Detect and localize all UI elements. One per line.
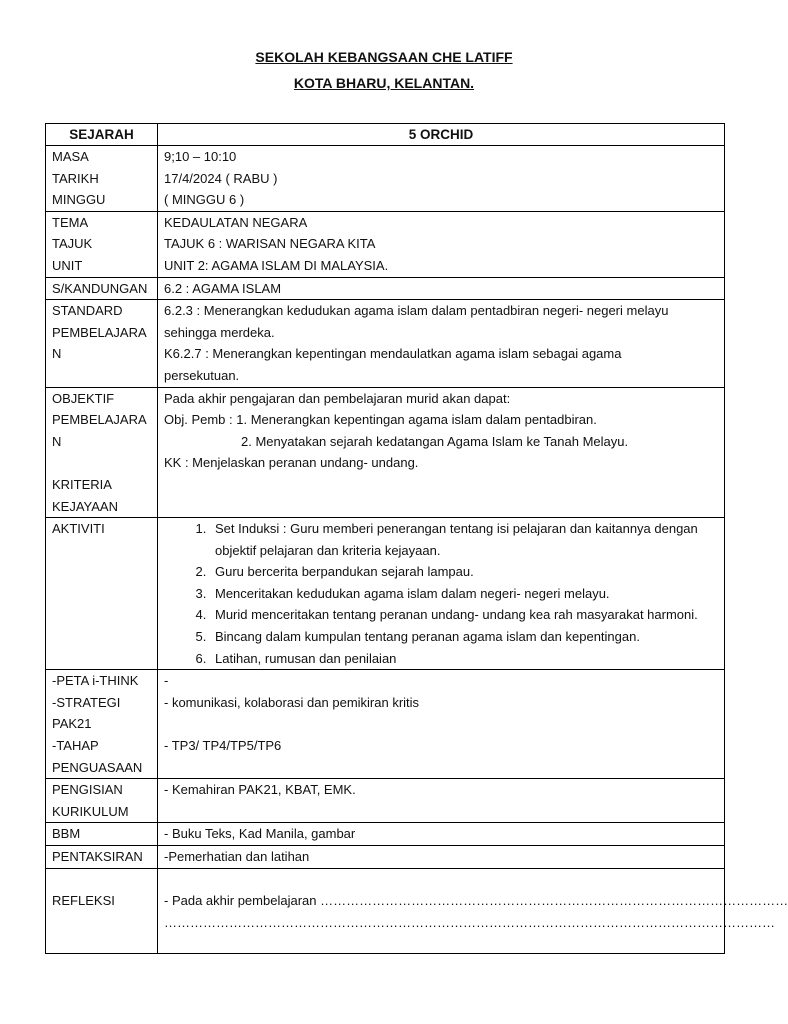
label-spacer [52, 869, 151, 891]
value-tajuk: TAJUK 6 : WARISAN NEGARA KITA [164, 236, 376, 252]
curriculum-labels [46, 779, 158, 823]
lesson-plan-table [45, 123, 788, 954]
objective-intro: Pada akhir pengajaran dan pembelajaran murid akan dapat: [164, 390, 511, 406]
value-ithink: - [164, 673, 169, 689]
objective-row [46, 387, 725, 518]
standard-line: sehingga merdeka. [164, 324, 275, 340]
label-refleksi: REFLEKSI [52, 893, 115, 909]
objective-labels [46, 387, 158, 518]
reflection-value-cell [158, 868, 788, 953]
curriculum-row [46, 779, 725, 823]
activity-item: 4. Murid menceritakan tentang peranan undang- undang kea rah masyarakat harmoni. [210, 604, 718, 626]
label-unit: UNIT [52, 257, 83, 273]
reflection-line: …………………………………………………………………………………………………………………………… [164, 914, 775, 930]
reflection-label-cell [46, 868, 158, 953]
label-aktiviti: AKTIVITI [46, 518, 158, 670]
activities-row [46, 518, 725, 670]
label-masa: MASA [52, 149, 89, 164]
subject-heading: SEJARAH [46, 124, 158, 146]
activities-list [164, 518, 718, 669]
label-pentaksiran: PENTAKSIRAN [46, 846, 158, 869]
value-tema: KEDAULATAN NEGARA [164, 214, 308, 230]
reflection-row [46, 868, 725, 953]
value-unit: UNIT 2: AGAMA ISLAM DI MALAYSIA. [164, 257, 389, 273]
label-spacer [52, 452, 151, 474]
label-tema: TEMA [52, 214, 89, 230]
label-kandungan: S/KANDUNGAN [46, 277, 158, 300]
label-penguasaan: PENGUASAAN [52, 759, 143, 775]
bbm-row [46, 823, 725, 846]
school-location: KOTA BHARU, KELANTAN. [293, 75, 475, 91]
value-bbm: - Buku Teks, Kad Manila, gambar [158, 823, 725, 846]
label-pembelajaran-1: PEMBELAJARA [52, 412, 147, 428]
activity-item: 3. Menceritakan kedudukan agama islam dalam negeri- negeri melayu. [210, 583, 718, 605]
label-bbm: BBM [46, 823, 158, 846]
think-values [158, 670, 725, 779]
success-criteria: KK : Menjelaskan peranan undang- undang. [164, 455, 419, 471]
label-minggu: MINGGU [52, 192, 106, 208]
content-row [46, 277, 725, 300]
table-header-row [46, 124, 725, 146]
value-minggu: ( MINGGU 6 ) [164, 192, 245, 208]
time-labels [46, 146, 158, 212]
think-row [46, 670, 725, 779]
standard-values [158, 300, 725, 387]
objective-item: Obj. Pemb : 1. Menerangkan kepentingan agama islam dalam pentadbiran. [164, 412, 597, 428]
theme-labels [46, 211, 158, 277]
value-spacer [164, 757, 718, 779]
activity-item: 1. Set Induksi : Guru memberi penerangan tentang isi pelajaran dan kaitannya dengan objektif pelajaran dan kriteria kejayaan. [210, 518, 718, 561]
label-pengisian: PENGISIAN [52, 782, 123, 798]
label-tajuk: TAJUK [52, 236, 93, 252]
label-kriteria: KRITERIA [52, 476, 112, 492]
label-objektif: OBJEKTIF [52, 390, 115, 406]
standard-labels [46, 300, 158, 387]
label-peta-ithink: -PETA i-THINK [52, 673, 139, 689]
value-spacer [164, 713, 718, 735]
standard-line: 6.2.3 : Menerangkan kedudukan agama islam dalam pentadbiran negeri- negeri melayu [164, 303, 669, 319]
think-labels [46, 670, 158, 779]
value-strategi: - komunikasi, kolaborasi dan pemikiran kritis [164, 694, 420, 710]
label-pak21: PAK21 [52, 716, 92, 732]
objective-values [158, 387, 725, 518]
label-tahap: -TAHAP [52, 738, 99, 754]
label-pembelajaran-1: PEMBELAJARA [52, 324, 147, 340]
activities-list-cell [158, 518, 725, 670]
theme-row [46, 211, 725, 277]
value-kandungan: 6.2 : AGAMA ISLAM [158, 277, 725, 300]
assessment-row [46, 846, 725, 869]
standard-line: K6.2.7 : Menerangkan kepentingan mendaulatkan agama islam sebagai agama [164, 346, 622, 362]
time-row [46, 146, 725, 212]
school-name: SEKOLAH KEBANGSAAN CHE LATIFF [255, 49, 513, 65]
time-values [158, 146, 725, 212]
reflection-line: - Pada akhir pembelajaran ……………………………………………………………………………………………… [164, 893, 788, 909]
activity-item: 6. Latihan, rumusan dan penilaian [210, 648, 718, 670]
label-pembelajaran-2: N [52, 346, 62, 362]
value-tahap: - TP3/ TP4/TP5/TP6 [164, 738, 282, 754]
label-pembelajaran-2: N [52, 433, 62, 449]
activity-item: 5. Bincang dalam kumpulan tentang peranan agama islam dan kepentingan. [210, 626, 718, 648]
label-tarikh: TARIKH [52, 170, 99, 186]
theme-values [158, 211, 725, 277]
label-kejayaan: KEJAYAAN [52, 498, 118, 514]
class-heading: 5 ORCHID [158, 124, 725, 146]
value-pentaksiran: -Pemerhatian dan latihan [158, 846, 725, 869]
label-strategi: -STRATEGI [52, 694, 121, 710]
standard-line: persekutuan. [164, 367, 240, 383]
value-spacer [164, 869, 718, 891]
activity-item: 2. Guru bercerita berpandukan sejarah lampau. [210, 561, 718, 583]
standard-row [46, 300, 725, 387]
label-kurikulum: KURIKULUM [52, 803, 129, 819]
value-tarikh: 17/4/2024 ( RABU ) [164, 170, 278, 186]
label-standard: STANDARD [52, 303, 123, 319]
value-kurikulum: - Kemahiran PAK21, KBAT, EMK. [158, 779, 725, 823]
value-masa: 9;10 – 10:10 [164, 149, 237, 164]
objective-item: 2. Menyatakan sejarah kedatangan Agama Islam ke Tanah Melayu. [241, 433, 629, 449]
